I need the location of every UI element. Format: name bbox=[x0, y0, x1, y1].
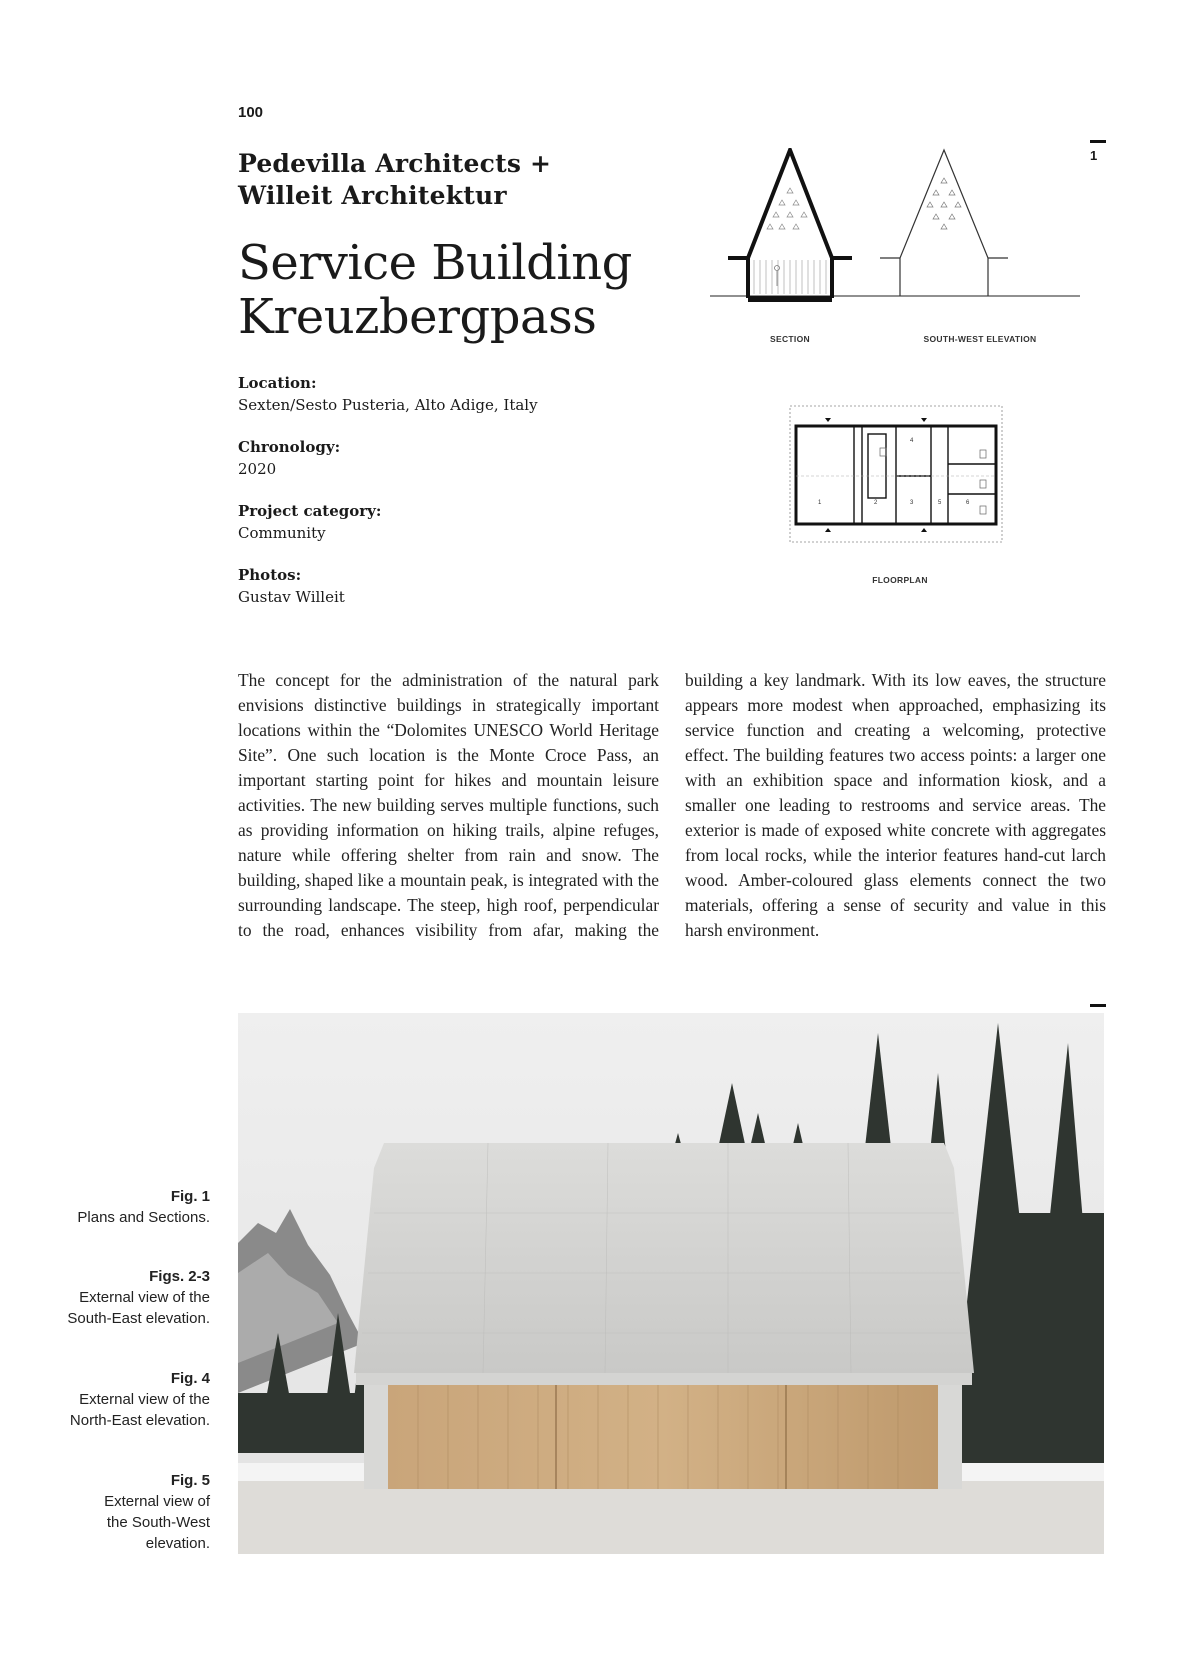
title-line-2: Kreuzbergpass bbox=[238, 289, 597, 345]
caption-line: elevation. bbox=[145, 1535, 210, 1552]
caption-title: Fig. 5 bbox=[170, 1472, 210, 1489]
building-photo bbox=[238, 1013, 1104, 1554]
building-photo-illustration bbox=[238, 1013, 1104, 1554]
figure-1-marker bbox=[1090, 140, 1106, 163]
meta-label: Chronology: bbox=[238, 438, 341, 456]
marker-bar bbox=[1090, 140, 1106, 143]
caption-fig-5 bbox=[30, 1470, 210, 1554]
marker-bar bbox=[1090, 1004, 1106, 1007]
elevation-label: SOUTH-WEST ELEVATION bbox=[923, 334, 1037, 344]
meta-value: Sexten/Sesto Pusteria, Alto Adige, Italy bbox=[238, 396, 538, 414]
meta-label: Project category: bbox=[238, 502, 382, 520]
road bbox=[238, 1481, 1104, 1554]
caption-line: North-East elevation. bbox=[69, 1412, 210, 1429]
section-elevation-drawing bbox=[710, 148, 1080, 308]
meta-value: Community bbox=[238, 524, 326, 542]
floorplan-label: FLOORPLAN bbox=[872, 575, 928, 585]
caption-line: South-East elevation. bbox=[67, 1310, 210, 1327]
meta-category bbox=[238, 500, 618, 544]
concrete-roof bbox=[354, 1143, 974, 1373]
page-title bbox=[238, 236, 678, 344]
title-line-1: Service Building bbox=[238, 235, 632, 291]
room-number-4: 4 bbox=[910, 438, 914, 444]
elevation-drawing bbox=[880, 150, 1008, 296]
section-label: SECTION bbox=[770, 334, 810, 344]
architects-line-1: Pedevilla Architects + bbox=[238, 149, 552, 178]
caption-fig-1 bbox=[30, 1186, 210, 1228]
room-number-1: 1 bbox=[818, 500, 822, 506]
caption-fig-4 bbox=[30, 1368, 210, 1431]
meta-label: Location: bbox=[238, 374, 317, 392]
meta-chronology bbox=[238, 436, 618, 480]
body-text: The concept for the administration of the natural park envisions distinctive buildings in strategically important locations within the “Dolomites UNESCO World Heritage Site”. One such location is the Monte Croce Pass, an important starting point for hikes and mountain leisure activities. The new building serves multiple functions, such as providing information on hiking trails, alpine refuges, nature while offering shelter from rain and snow. The building, shaped like a mountain peak, is integrated with the surrounding landscape. The steep, high roof, perpendicular to the road, enhances visibility from afar, making the building a key landmark. With its low eaves, the structure appears more modest when approached, emphasizing its service function and creating a welcoming, protective effect. The building features two access points: a larger one with an exhibition space and information kiosk, and a smaller one leading to restrooms and service areas. The exterior is made of exposed white concrete with aggregates from local rocks, while the interior features hand-cut larch wood. Amber-coloured glass elements connect the two materials, offering a sense of security and value in this harsh environment. bbox=[238, 670, 1106, 940]
eave-band bbox=[356, 1373, 972, 1385]
caption-line: External view of bbox=[104, 1493, 210, 1510]
caption-line: External view of the bbox=[79, 1289, 210, 1306]
meta-location bbox=[238, 372, 618, 416]
page-number: 100 bbox=[238, 104, 264, 121]
concrete-column-right bbox=[938, 1385, 962, 1489]
caption-title: Fig. 1 bbox=[170, 1188, 210, 1205]
caption-line: External view of the bbox=[79, 1391, 210, 1408]
caption-title: Figs. 2-3 bbox=[149, 1268, 210, 1285]
wood-facade bbox=[388, 1385, 938, 1489]
architects-line-2: Willeit Architektur bbox=[238, 181, 507, 210]
room-number-6: 6 bbox=[966, 500, 970, 506]
caption-title: Fig. 4 bbox=[170, 1370, 210, 1387]
caption-figs-2-3 bbox=[30, 1266, 210, 1329]
figure-1-number: 1 bbox=[1090, 148, 1098, 163]
concrete-column-left bbox=[364, 1385, 388, 1489]
room-number-2: 2 bbox=[874, 500, 878, 506]
room-number-5: 5 bbox=[938, 500, 942, 506]
section-drawing bbox=[728, 150, 852, 302]
meta-label: Photos: bbox=[238, 566, 302, 584]
room-number-3: 3 bbox=[910, 500, 914, 506]
meta-value: Gustav Willeit bbox=[238, 588, 345, 606]
meta-value: 2020 bbox=[238, 460, 277, 478]
meta-photos bbox=[238, 564, 618, 608]
caption-line: Plans and Sections. bbox=[77, 1209, 210, 1226]
caption-line: the South-West bbox=[106, 1514, 210, 1531]
floorplan-drawing bbox=[788, 404, 1006, 546]
architects-heading bbox=[238, 148, 658, 212]
